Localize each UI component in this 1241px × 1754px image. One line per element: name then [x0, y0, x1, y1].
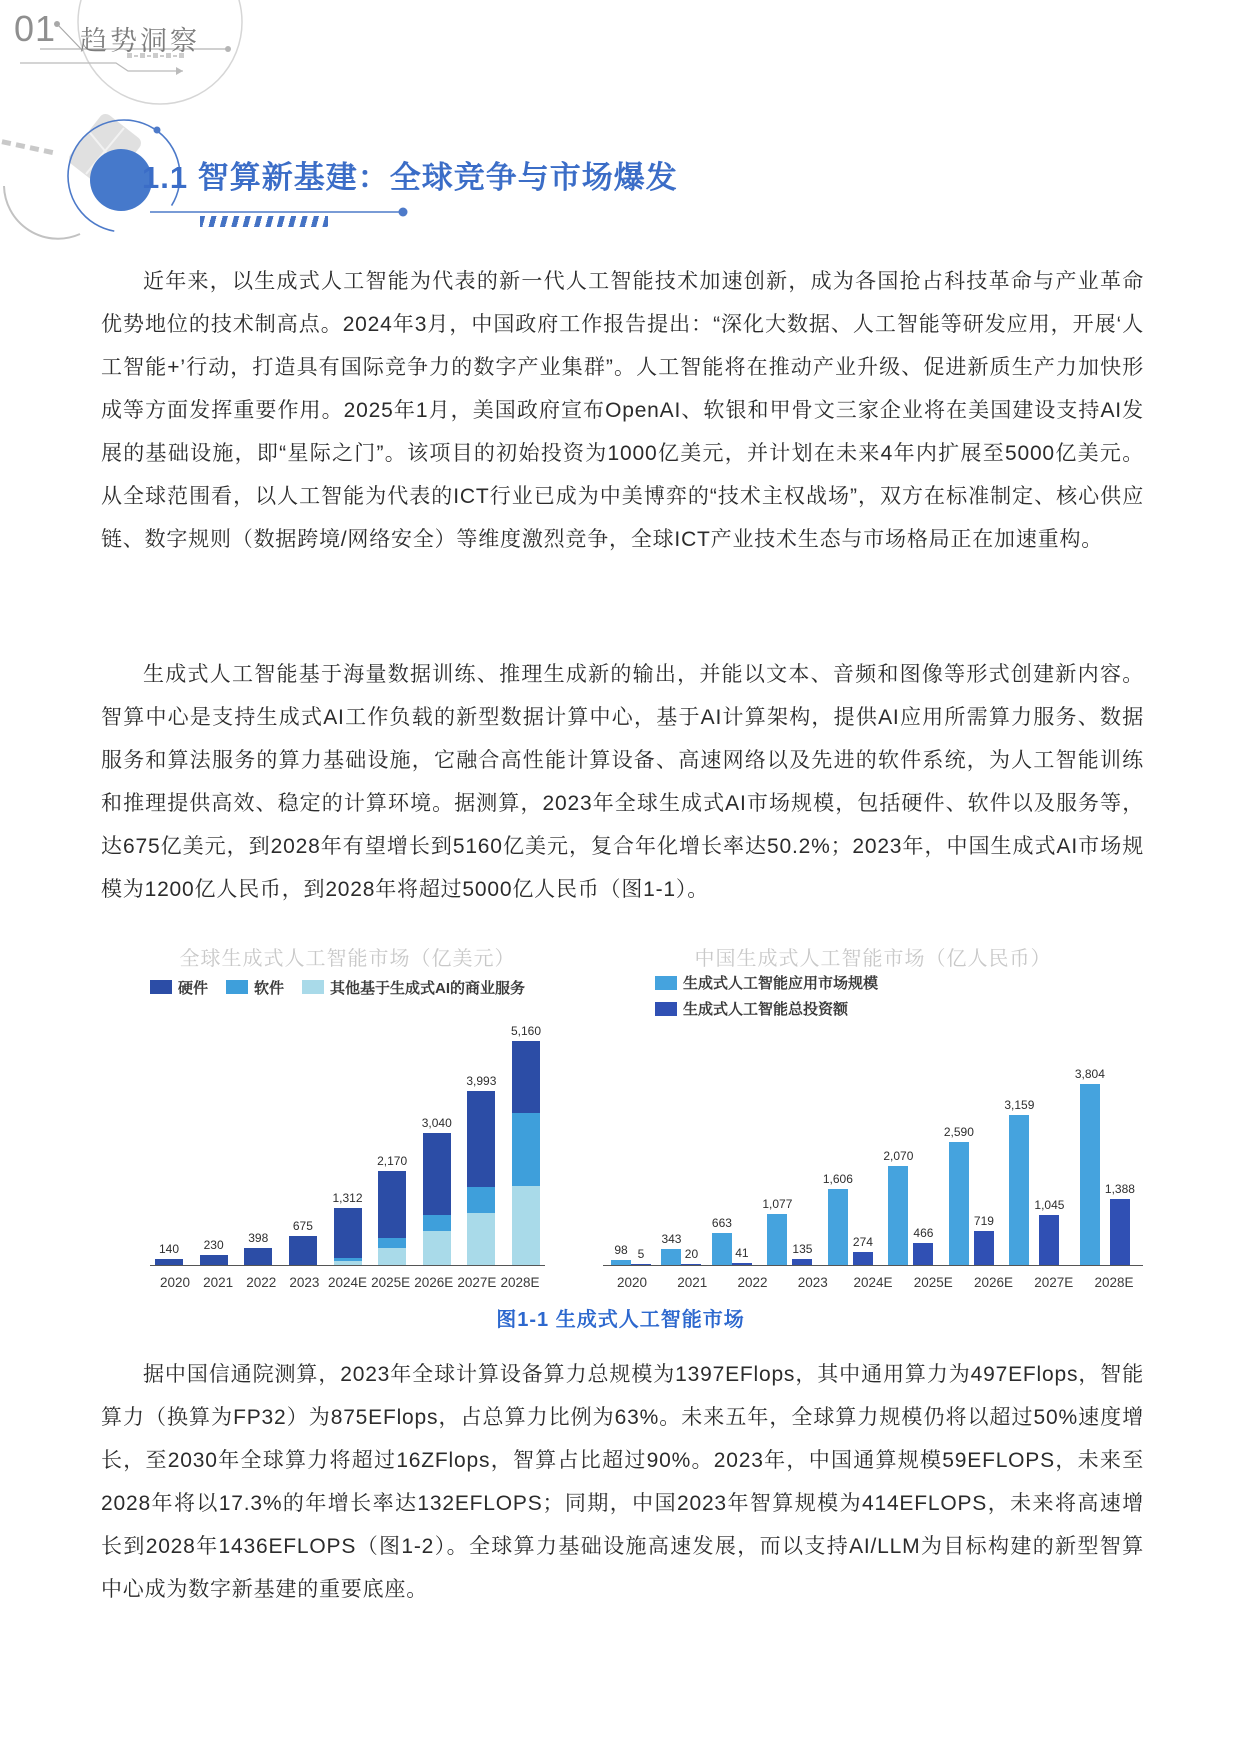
bar-value-label: 1,077	[762, 1197, 793, 1211]
bar-segment-hardware	[155, 1259, 183, 1265]
grouped-bar-plot	[603, 1065, 1143, 1266]
x-axis	[150, 1266, 545, 1290]
grouped-bar-pair	[883, 1149, 933, 1265]
chapter-label: 趋势洞察	[80, 26, 200, 56]
bar-total-label: 675	[292, 1219, 313, 1233]
x-tick-label: 2022	[737, 1275, 768, 1290]
body-paragraph-3: 据中国信通院测算，2023年全球计算设备算力总规模为1397EFlops，其中通用算力为497EFlops，智能算力（换算为FP32）为875EFlops，占总算力比例为63%。未来五年，全球算力规模仍将以超过50%速度增长，至2030年全球算力将超过16ZFlops，智算占比超过90%。2023年，中国通算规模59EFLOPS，未来至2028年将以17.3%的年增长率达132EFLOPS；同期，中国2023年智算规模为414EFLOPS，未来将高速增长到2028年1436EFLOPS（图1-2）。全球算力基础设施高速发展，而以支持AI/LLM为目标构建的新型智算中心成为数字新基建的重要底座。	[101, 1363, 1144, 1601]
legend-label: 生成式人工智能总投资额	[683, 1001, 849, 1018]
page-number: 01	[14, 8, 57, 49]
bar-total-label: 3,993	[466, 1074, 497, 1088]
bar-segment-hardware	[512, 1041, 540, 1113]
x-tick-label: 2026E	[414, 1275, 454, 1290]
legend-item-services	[302, 977, 525, 998]
bar-column-investment	[913, 1226, 933, 1265]
bar-segment-services	[334, 1261, 362, 1265]
x-tick-label: 2022	[246, 1275, 277, 1290]
bar-column-app_market	[762, 1197, 792, 1265]
legend-swatch-software	[226, 980, 248, 994]
bar-segment-hardware	[289, 1236, 317, 1265]
bar-app_market	[888, 1166, 908, 1265]
bar-investment	[681, 1264, 701, 1265]
bar-column-app_market	[661, 1232, 681, 1265]
stacked-bar-group	[466, 1074, 496, 1265]
legend-swatch-hardware	[150, 980, 172, 994]
bar-app_market	[712, 1233, 732, 1265]
stacked-bar	[244, 1248, 272, 1265]
bar-column-investment	[792, 1242, 812, 1265]
stacked-bar	[512, 1041, 540, 1265]
stacked-bar	[334, 1208, 362, 1265]
bar-segment-hardware	[378, 1171, 406, 1238]
bar-column-investment	[1105, 1182, 1135, 1265]
x-tick-label: 2025E	[371, 1275, 411, 1290]
bar-value-label: 274	[852, 1235, 873, 1249]
grouped-bar-pair	[944, 1125, 994, 1265]
bar-value-label: 2,590	[943, 1125, 974, 1139]
x-tick-label: 2024E	[327, 1275, 368, 1290]
bar-column-app_market	[1004, 1098, 1034, 1265]
bar-total-label: 398	[248, 1231, 269, 1245]
bar-app_market	[1080, 1084, 1100, 1265]
bar-app_market	[661, 1249, 681, 1265]
bar-value-label: 1,606	[822, 1172, 853, 1186]
x-tick-label: 2023	[289, 1275, 320, 1290]
bar-investment	[792, 1259, 812, 1265]
x-tick-label: 2028E	[1094, 1275, 1134, 1290]
bar-value-label: 41	[735, 1246, 749, 1260]
bar-column-app_market	[712, 1216, 732, 1265]
bar-value-label: 5	[637, 1247, 645, 1261]
bar-column-app_market	[611, 1243, 631, 1265]
x-axis	[603, 1266, 1143, 1290]
bar-investment	[1110, 1199, 1130, 1265]
x-tick-label: 2023	[797, 1275, 828, 1290]
bar-column-investment	[732, 1246, 752, 1265]
stacked-bar	[423, 1133, 451, 1265]
stacked-bar-group	[243, 1231, 273, 1265]
bar-value-label: 466	[913, 1226, 934, 1240]
x-tick-label: 2021	[203, 1275, 234, 1290]
chart-title: 全球生成式人工智能市场（亿美元）	[179, 948, 516, 970]
grouped-bar-pair	[823, 1172, 873, 1265]
x-tick-label: 2028E	[500, 1275, 540, 1290]
bar-app_market	[828, 1189, 848, 1265]
bar-value-label: 663	[711, 1216, 732, 1230]
bar-column-app_market	[1075, 1067, 1105, 1265]
legend-label: 生成式人工智能应用市场规模	[683, 975, 879, 992]
grouped-bar-pair	[762, 1197, 812, 1265]
chart-title: 中国生成式人工智能市场（亿人民币）	[694, 948, 1052, 970]
bar-segment-software	[512, 1113, 540, 1186]
grouped-bar-pair	[661, 1232, 701, 1265]
section-title: 1.1 智算新基建：全球竞争与市场爆发	[142, 160, 678, 195]
bar-total-label: 3,040	[421, 1116, 452, 1130]
bar-segment-hardware	[467, 1091, 495, 1187]
stacked-bar-group	[377, 1154, 407, 1265]
bar-value-label: 20	[684, 1247, 699, 1261]
bar-segment-services	[467, 1213, 495, 1265]
x-tick-label: 2021	[677, 1275, 708, 1290]
bar-app_market	[767, 1214, 787, 1265]
bar-column-investment	[974, 1214, 994, 1265]
bar-investment	[913, 1243, 933, 1265]
bar-segment-services	[512, 1186, 540, 1265]
x-tick-label: 2020	[616, 1275, 648, 1290]
stacked-bar-group	[288, 1219, 318, 1265]
bar-segment-hardware	[200, 1255, 228, 1265]
grouped-bar-pair	[1075, 1067, 1135, 1265]
stacked-bar-group	[511, 1024, 541, 1265]
legend-label: 其他基于生成式AI的商业服务	[330, 979, 526, 997]
bar-value-label: 135	[792, 1242, 813, 1256]
figure-1-1	[150, 942, 1145, 1290]
bar-column-app_market	[944, 1125, 974, 1265]
bar-app_market	[1009, 1115, 1029, 1265]
bar-value-label: 3,804	[1074, 1067, 1105, 1081]
bar-column-app_market	[823, 1172, 853, 1265]
stacked-bar-group	[333, 1191, 363, 1265]
legend-item-app_market	[655, 972, 1143, 993]
bar-value-label: 719	[973, 1214, 994, 1228]
bar-column-investment	[1034, 1198, 1064, 1265]
chart-legend	[150, 972, 545, 1002]
bar-investment	[853, 1252, 873, 1265]
bar-total-label: 1,312	[332, 1191, 363, 1205]
bar-value-label: 3,159	[1004, 1098, 1035, 1112]
bar-total-label: 140	[158, 1242, 180, 1256]
bar-column-app_market	[883, 1149, 913, 1265]
legend-swatch-services	[302, 980, 324, 994]
bar-segment-services	[378, 1248, 406, 1265]
chart-legend	[603, 972, 1143, 1019]
hatch-decoration	[200, 216, 328, 227]
legend-item-hardware	[150, 977, 208, 998]
grouped-bar-pair	[611, 1243, 651, 1265]
stacked-bar-group	[154, 1242, 184, 1265]
bar-investment	[974, 1231, 994, 1265]
x-tick-label: 2027E	[457, 1275, 497, 1290]
bar-investment	[732, 1263, 752, 1265]
grouped-bar-pair	[1004, 1098, 1064, 1265]
bar-column-investment	[853, 1235, 873, 1265]
bar-segment-hardware	[244, 1248, 272, 1265]
stacked-bar	[467, 1091, 495, 1265]
bar-investment	[631, 1264, 651, 1265]
x-tick-label: 2026E	[973, 1275, 1014, 1290]
legend-item-investment	[655, 998, 1143, 1019]
bar-segment-software	[423, 1215, 451, 1231]
bar-segment-software	[467, 1187, 495, 1213]
bar-total-label: 2,170	[377, 1154, 408, 1168]
body-paragraph-1: 近年来，以生成式人工智能为代表的新一代人工智能技术加速创新，成为各国抢占科技革命与产业革命优势地位的技术制高点。2024年3月，中国政府工作报告提出：“深化大数据、人工智能等研发应用，开展‘人工智能+’行动，打造具有国际竞争力的数字产业集群”。人工智能将在推动产业升级、促进新质生产力加快形成等方面发挥重要作用。2025年1月，美国政府宣布OpenAI、软银和甲骨文三家企业将在美国建设支持AI发展的基础设施，即“星际之门”。该项目的初始投资为1000亿美元，并计划在未来4年内扩展至5000亿美元。从全球范围看，以人工智能为代表的ICT行业已成为中美博弈的“技术主权战场”，双方在标准制定、核心供应链、数字规则（数据跨境/网络安全）等维度激烈竞争，全球ICT产业技术生态与市场格局正在加速重构。	[101, 270, 1144, 551]
bar-total-label: 5,160	[510, 1024, 542, 1038]
bar-column-investment	[681, 1247, 701, 1265]
body-paragraph-2: 生成式人工智能基于海量数据训练、推理生成新的输出，并能以文本、音频和图像等形式创建新内容。智算中心是支持生成式AI工作负载的新型数据计算中心，基于AI计算架构，提供AI应用所需算力服务、数据服务和算法服务的算力基础设施，它融合高性能计算设备、高速网络以及先进的软件系统，为人工智能训练和推理提供高效、稳定的计算环境。据测算，2023年全球生成式AI市场规模，包括硬件、软件以及服务等，达675亿美元，到2028年有望增长到5160亿美元，复合年化增长率达50.2%；2023年，中国生成式AI市场规模为1200亿人民币，到2028年将超过5000亿人民币（图1-1）。	[101, 663, 1144, 901]
bar-total-label: 230	[203, 1238, 224, 1252]
legend-label: 软件	[254, 979, 285, 997]
bar-investment	[1039, 1215, 1059, 1265]
bar-value-label: 1,045	[1034, 1198, 1065, 1212]
legend-item-software	[226, 977, 284, 998]
legend-label: 硬件	[178, 979, 209, 997]
stacked-bar-group	[422, 1116, 452, 1265]
bar-column-investment	[631, 1247, 651, 1265]
stacked-bar	[155, 1259, 183, 1265]
bar-value-label: 343	[661, 1232, 682, 1246]
legend-swatch-app_market	[655, 976, 677, 990]
grouped-bar-pair	[712, 1216, 752, 1265]
bar-segment-hardware	[423, 1133, 451, 1215]
chart-global-genai-market	[150, 942, 545, 1290]
x-tick-label: 2025E	[913, 1275, 953, 1290]
bar-app_market	[949, 1142, 969, 1265]
bar-value-label: 1,388	[1104, 1182, 1135, 1196]
bar-value-label: 2,070	[883, 1149, 914, 1163]
stacked-bar-group	[199, 1238, 229, 1265]
bar-segment-hardware	[334, 1208, 362, 1258]
figure-caption: 图1-1 生成式人工智能市场	[496, 1309, 745, 1331]
bar-value-label: 98	[614, 1243, 628, 1257]
x-tick-label: 2024E	[853, 1275, 893, 1290]
stacked-bar-plot	[150, 1025, 545, 1266]
bar-segment-services	[423, 1231, 451, 1265]
stacked-bar	[289, 1236, 317, 1265]
x-tick-label: 2020	[159, 1275, 191, 1290]
chart-china-genai-market	[603, 942, 1143, 1290]
stacked-bar	[200, 1255, 228, 1265]
legend-swatch-investment	[655, 1002, 677, 1016]
x-tick-label: 2027E	[1034, 1275, 1074, 1290]
stacked-bar	[378, 1171, 406, 1265]
bar-app_market	[611, 1260, 631, 1265]
bar-segment-software	[378, 1238, 406, 1248]
